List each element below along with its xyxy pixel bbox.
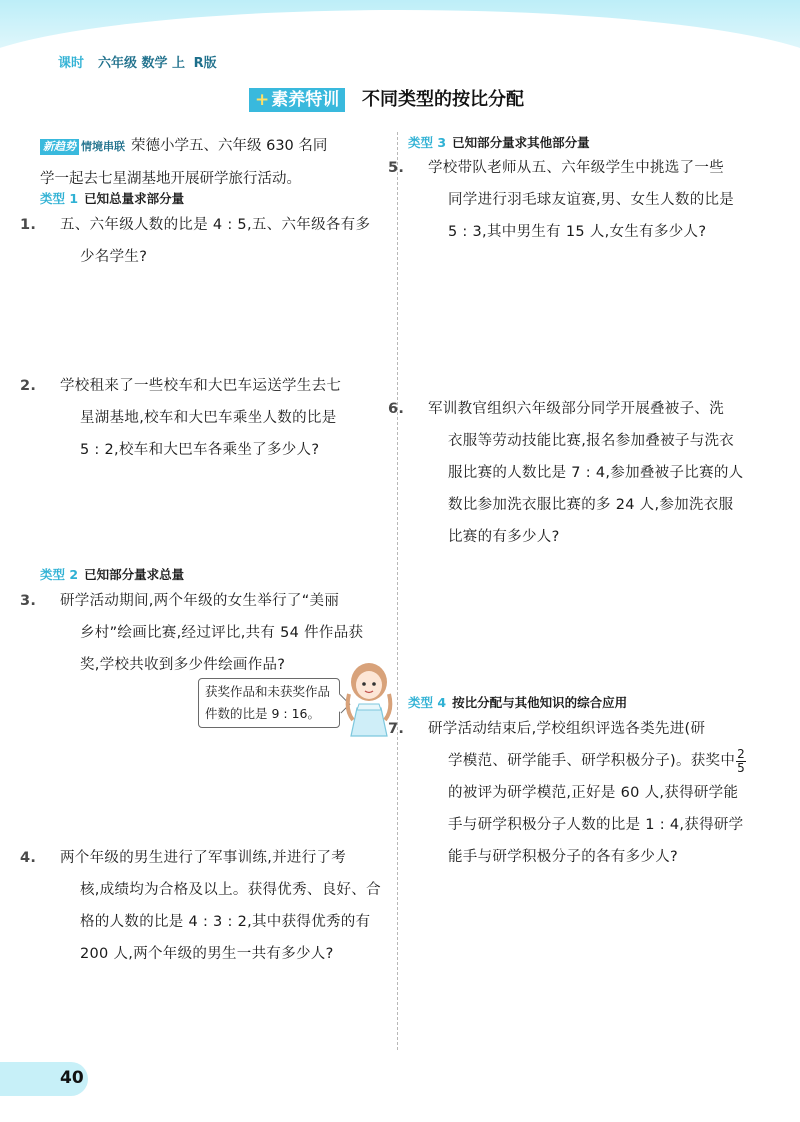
question-6: [388, 393, 780, 553]
title-tag: [249, 88, 345, 112]
edition: R版: [193, 56, 217, 71]
page-number: 40: [60, 1068, 84, 1088]
plus-icon: +: [255, 90, 270, 110]
question-line: 同学进行羽毛球友谊赛,男、女生人数的比是: [448, 192, 735, 208]
question-line: 200 人,两个年级的男生一共有多少人?: [80, 946, 334, 962]
cloud-small-icon: [685, 36, 715, 50]
question-line: 格的人数的比是 4 : 3 : 2,其中获得优秀的有: [80, 914, 371, 930]
question-number: 3.: [20, 593, 37, 609]
question-7: [388, 713, 780, 873]
question-1: [20, 209, 410, 273]
fraction-numerator: 2: [737, 746, 746, 761]
question-line: 五、六年级人数的比是 4 : 5,五、六年级各有多: [60, 217, 371, 233]
question-line: 5 : 3,其中男生有 15 人,女生有多少人?: [448, 224, 707, 240]
type-text: 已知部分量求其他部分量: [452, 135, 590, 150]
question-line: 服比赛的人数比是 7 : 4,参加叠被子比赛的人: [448, 465, 744, 481]
question-line: 少名学生?: [80, 249, 148, 265]
question-5: [388, 152, 780, 248]
title-tag-text: 素养特训: [271, 90, 340, 110]
type-text: 已知部分量求总量: [84, 567, 185, 582]
question-number: 6.: [388, 401, 405, 417]
question-line: 两个年级的男生进行了军事训练,并进行了考: [60, 850, 347, 866]
hint-bubble: [198, 678, 340, 728]
logo-text: 课时: [58, 56, 85, 71]
hint-line: 获奖作品和未获奖作品: [205, 684, 331, 699]
hint-line: 件数的比是 9 : 16。: [205, 706, 320, 721]
question-line: 核,成绩均为合格及以上。获得优秀、良好、合: [80, 882, 381, 898]
question-4: [20, 842, 410, 970]
question-line: 奖,学校共收到多少件绘画作品?: [80, 657, 286, 673]
series-logo: [58, 52, 84, 71]
page-title: 不同类型的按比分配: [362, 89, 524, 110]
question-line: 研学活动结束后,学校组织评选各类先进(研: [428, 721, 706, 737]
question-line: 能手与研学积极分子的各有多少人?: [448, 849, 678, 865]
type-text: 已知总量求部分量: [84, 191, 185, 206]
question-line: 学模范、研学能手、研学积极分子)。获奖中: [448, 753, 736, 769]
question-line: 衣服等劳动技能比赛,报名参加叠被子与洗衣: [448, 433, 735, 449]
cloud-icon: [617, 24, 665, 44]
fraction-denominator: 5: [737, 760, 746, 775]
question-line: 手与研学积极分子人数的比是 1 : 4,获得研学: [448, 817, 744, 833]
question-line: 比赛的有多少人?: [448, 529, 560, 545]
question-line: 的被评为研学模范,正好是 60 人,获得研学能: [448, 785, 739, 801]
type-label: 类型 3: [408, 135, 447, 150]
question-line: 数比参加洗衣服比赛的多 24 人,参加洗衣服: [448, 497, 734, 513]
question-line: 5 : 2,校车和大巴车各乘坐了多少人?: [80, 442, 320, 458]
intro-line-1: [40, 130, 390, 163]
intro-text-1: 荣德小学五、六年级 630 名同: [131, 138, 328, 154]
question-line: 学校带队老师从五、六年级学生中挑选了一些: [428, 160, 724, 176]
question-line: 星湖基地,校车和大巴车乘坐人数的比是: [80, 410, 337, 426]
question-number: 7.: [388, 721, 405, 737]
context-badge: 情境串联: [81, 140, 125, 153]
grade-subject: 六年级 数学 上: [98, 56, 186, 71]
question-number: 1.: [20, 217, 37, 233]
type-label: 类型 2: [40, 567, 79, 582]
header-arc: [0, 10, 800, 140]
question-line: 研学活动期间,两个年级的女生举行了“美丽: [60, 593, 340, 609]
question-line: 学校租来了一些校车和大巴车运送学生去七: [60, 378, 342, 394]
section-title: [0, 88, 800, 114]
type-text: 按比分配与其他知识的综合应用: [452, 695, 628, 710]
type-label: 类型 4: [408, 695, 447, 710]
question-2: [20, 370, 410, 466]
header-info: [98, 52, 217, 71]
question-line: 军训教官组织六年级部分同学开展叠被子、洗: [428, 401, 724, 417]
fraction: [736, 748, 746, 775]
question-number: 4.: [20, 850, 37, 866]
intro-line-2: 学一起去七星湖基地开展研学旅行活动。: [40, 171, 301, 187]
question-number: 5.: [388, 160, 405, 176]
question-number: 2.: [20, 378, 37, 394]
trend-badge: 新趋势: [40, 139, 79, 155]
question-line: 乡村”绘画比赛,经过评比,共有 54 件作品获: [80, 625, 364, 641]
type-label: 类型 1: [40, 191, 79, 206]
